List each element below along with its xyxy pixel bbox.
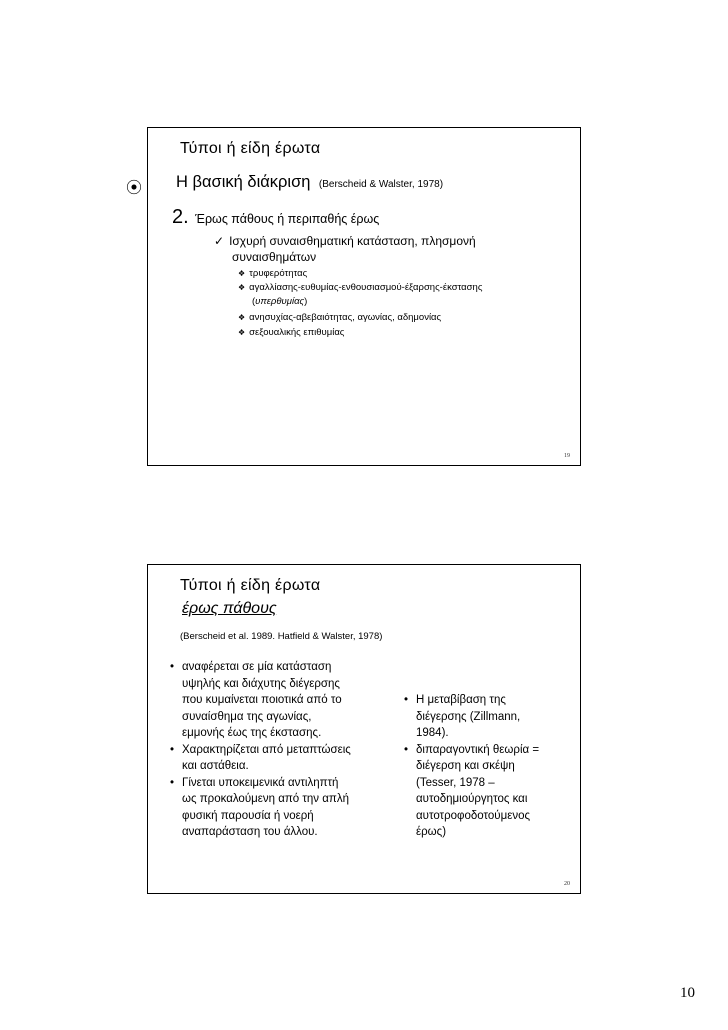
diamond-icon: ❖ xyxy=(238,283,246,292)
main-point-citation: (Berscheid & Walster, 1978) xyxy=(318,179,444,190)
sub-item-2-continuation: (υπερθυμίας) xyxy=(252,296,308,307)
left-column xyxy=(170,659,351,841)
list-item: • αναφέρεται σε μία κατάσταση υψηλής και διάχυτης διέγερσης που κυμαίνεται ποιοτικά από το συναίσθημα της αγωνίας, εμμονής έως της έκστασης. xyxy=(170,661,342,739)
slide-number: 19 xyxy=(564,453,570,459)
list-item: • Γίνεται υποκειμενικά αντιληπτή ως προκαλούμενη από την απλή φυσική παρουσία ή νοερή αναπαράσταση του άλλου. xyxy=(170,776,349,838)
list-item: • Η μεταβίβαση της διέγερσης (Zillmann, 1984). xyxy=(404,694,521,739)
sub-item-1: ❖ τρυφερότητας xyxy=(238,268,308,279)
page-number: 10 xyxy=(680,985,695,1001)
check-item-line2: συναισθημάτων xyxy=(232,250,317,264)
slide-19 xyxy=(126,127,581,466)
slide-20 xyxy=(147,564,581,894)
main-point xyxy=(176,173,443,192)
slide-subtitle: έρως πάθους xyxy=(182,600,277,617)
slide-number: 20 xyxy=(564,881,570,887)
sub-item-4: ❖ σεξουαλικής επιθυμίας xyxy=(238,327,345,338)
diamond-icon: ❖ xyxy=(238,269,246,278)
bullet-icon: • xyxy=(404,743,409,756)
check-item xyxy=(214,234,476,248)
diamond-icon: ❖ xyxy=(238,328,246,337)
bullet-icon: • xyxy=(170,743,175,756)
slide-title: Τύποι ή είδη έρωτα xyxy=(180,577,321,594)
check-item-line1: Ισχυρή συναισθηματική κατάσταση, πλησμονή xyxy=(229,234,476,248)
section-heading xyxy=(172,206,379,229)
section-title: Έρως πάθους ή περιπαθής έρως xyxy=(195,212,380,226)
list-item: • διπαραγοντική θεωρία = διέγερση και σκέψη (Tesser, 1978 – αυτοδημιούργητος και αυτοτροφοδοτούμενος έρως) xyxy=(404,743,540,838)
main-point-text: Η βασική διάκριση xyxy=(176,173,311,191)
sub-item-2: ❖ αγαλλίασης-ευθυμίας-ενθουσιασμού-έξαρσης-έκστασης xyxy=(238,282,483,293)
bullet-icon: • xyxy=(170,661,175,673)
bullet-icon: • xyxy=(170,776,175,789)
diamond-icon: ❖ xyxy=(238,313,246,322)
section-number: 2. xyxy=(172,206,189,228)
check-icon: ✓ xyxy=(214,234,225,248)
target-bullet-icon: ⦿ xyxy=(126,180,143,197)
citation: (Berscheid et al. 1989. Hatfield & Walster, 1978) xyxy=(180,631,383,642)
right-column xyxy=(404,692,539,841)
slide-title: Τύποι ή είδη έρωτα xyxy=(180,140,321,157)
list-item: • Χαρακτηρίζεται από μεταπτώσεις και αστάθεια. xyxy=(170,743,351,772)
bullet-icon: • xyxy=(404,694,409,706)
sub-item-3: ❖ ανησυχίας-αβεβαιότητας, αγωνίας, αδημονίας xyxy=(238,312,442,323)
